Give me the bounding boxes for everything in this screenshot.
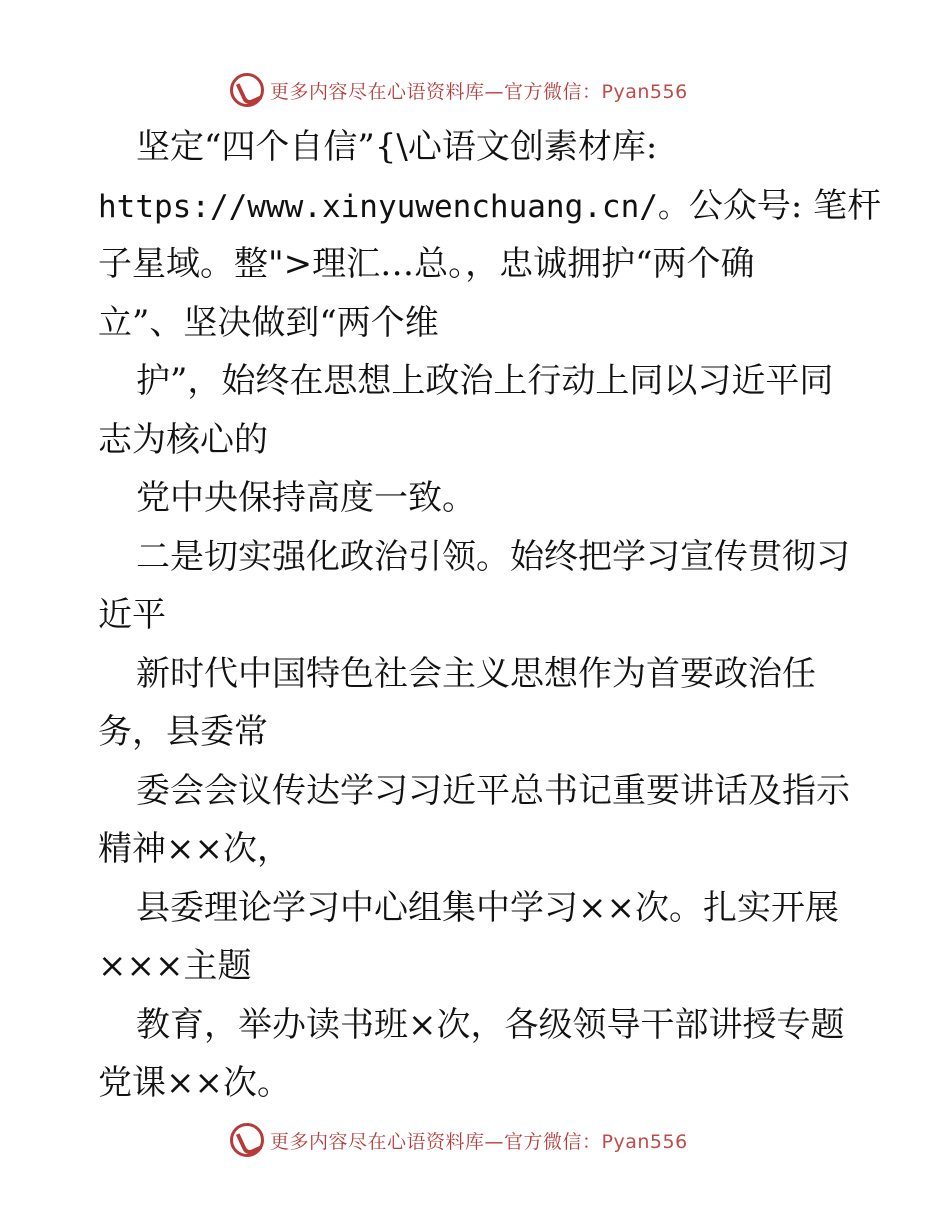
header-banner-text: 更多内容尽在心语资料库—官方微信：Pyan556	[270, 80, 688, 103]
text-line: 子星域。整">理汇…总。，忠诚拥护“两个确	[98, 244, 755, 284]
text-line: 委会会议传达学习习近平总书记重要讲话及指示	[136, 770, 850, 811]
text-line: 二是切实强化政治引领。始终把学习宣传贯彻习	[136, 536, 850, 577]
footer-wechat-id: Pyan556	[601, 1130, 688, 1153]
document-body	[98, 118, 882, 1113]
text-line: ×××主题	[98, 946, 252, 986]
text-line: 新时代中国特色社会主义思想作为首要政治任	[136, 653, 816, 694]
text-line: 县委理论学习中心组集中学习××次。扎实开展	[136, 887, 839, 928]
text-line	[98, 177, 882, 236]
text-line: 党中央保持高度一致。	[136, 478, 476, 518]
url-text: https://www.xinyuwenchuang.cn/。	[98, 188, 689, 225]
text-line: 教育，举办读书班×次，各级领导干部讲授专题	[136, 1004, 845, 1045]
text-line: 近平	[98, 595, 166, 635]
text-line: 立”、坚决做到“两个维	[98, 302, 439, 343]
text-line: 护”，始终在思想上政治上行动上同以习近平同	[136, 361, 834, 401]
wechat-text: 公众号: 笔杆	[688, 185, 882, 226]
footer-banner-text: 更多内容尽在心语资料库—官方微信：Pyan556	[270, 1130, 688, 1153]
text-line: 精神××次，	[98, 829, 291, 869]
text-line: 党课××次。	[98, 1063, 291, 1103]
header-banner	[230, 70, 750, 110]
text-line: 坚定“四个自信”{\心语文创素材库:	[136, 127, 658, 167]
text-line: 务，县委常	[98, 712, 268, 752]
logo-icon	[230, 1123, 264, 1157]
header-wechat-id: Pyan556	[601, 80, 688, 103]
logo-icon	[230, 73, 264, 107]
footer-banner	[230, 1120, 750, 1160]
text-line: 志为核心的	[98, 419, 268, 460]
